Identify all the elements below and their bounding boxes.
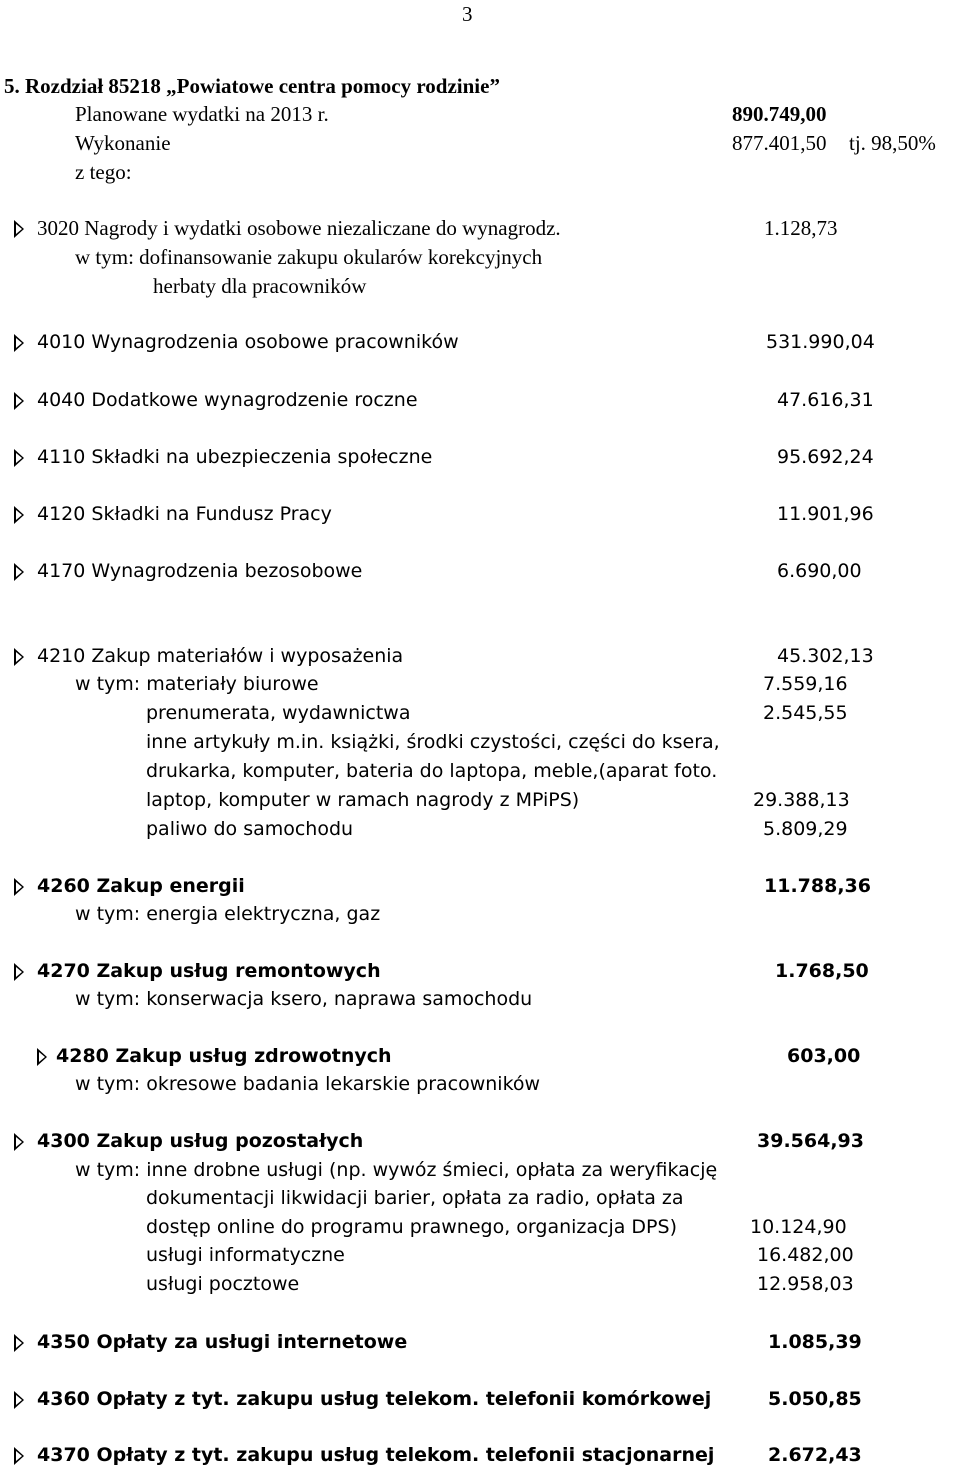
arrow-bullet-icon xyxy=(14,878,24,896)
item-3020-sub: herbaty dla pracowników xyxy=(153,274,367,298)
planned-value: 890.749,00 xyxy=(732,102,827,126)
item-4370-label: 4370 Opłaty z tyt. zakupu usług telekom. telefonii stacjonarnej xyxy=(37,1444,715,1466)
item-4270-value: 1.768,50 xyxy=(775,960,869,982)
item-4360-label: 4360 Opłaty z tyt. zakupu usług telekom. telefonii komórkowej xyxy=(37,1388,712,1410)
arrow-bullet-icon xyxy=(14,563,24,581)
item-4260-sub: w tym: energia elektryczna, gaz xyxy=(75,903,381,925)
item-4210-detail-value: 7.559,16 xyxy=(763,673,848,695)
item-3020-label: 3020 Nagrody i wydatki osobowe niezaliczane do wynagrodz. xyxy=(37,216,561,240)
item-4300-detail: dokumentacji likwidacji barier, opłata za radio, opłata za xyxy=(146,1187,684,1209)
item-3020-value: 1.128,73 xyxy=(764,216,838,240)
item-4210-detail: paliwo do samochodu xyxy=(146,818,354,840)
item-4210-detail-value: 29.388,13 xyxy=(753,789,850,811)
item-4300-value: 39.564,93 xyxy=(757,1130,864,1152)
item-4040-value: 47.616,31 xyxy=(777,389,874,411)
item-4370-value: 2.672,43 xyxy=(768,1444,862,1466)
item-4110-label: 4110 Składki na ubezpieczenia społeczne xyxy=(37,446,433,468)
item-4300-detail: dostęp online do programu prawnego, organizacja DPS) xyxy=(146,1216,677,1238)
item-4210-detail: drukarka, komputer, bateria do laptopa, meble,(aparat foto. xyxy=(146,760,718,782)
arrow-bullet-icon xyxy=(37,1048,47,1066)
arrow-bullet-icon xyxy=(14,449,24,467)
item-4210-detail: w tym: materiały biurowe xyxy=(75,673,319,695)
item-4260-value: 11.788,36 xyxy=(764,875,871,897)
item-4040-label: 4040 Dodatkowe wynagrodzenie roczne xyxy=(37,389,418,411)
item-4210-detail-value: 5.809,29 xyxy=(763,818,848,840)
item-3020-sub: w tym: dofinansowanie zakupu okularów korekcyjnych xyxy=(75,245,543,269)
item-4300-detail-value: 12.958,03 xyxy=(757,1273,854,1295)
arrow-bullet-icon xyxy=(14,963,24,981)
item-4210-detail: prenumerata, wydawnictwa xyxy=(146,702,411,724)
page-number: 3 xyxy=(462,2,473,26)
item-4280-value: 603,00 xyxy=(787,1045,861,1067)
item-4300-detail: w tym: inne drobne usługi (np. wywóz śmieci, opłata za weryfikację xyxy=(75,1159,718,1181)
item-4270-label: 4270 Zakup usług remontowych xyxy=(37,960,381,982)
item-4270-sub: w tym: konserwacja ksero, naprawa samochodu xyxy=(75,988,533,1010)
item-4360-value: 5.050,85 xyxy=(768,1388,862,1410)
item-4120-value: 11.901,96 xyxy=(777,503,874,525)
execution-value: 877.401,50 xyxy=(732,131,827,155)
item-4280-sub: w tym: okresowe badania lekarskie pracowników xyxy=(75,1073,541,1095)
of-which-label: z tego: xyxy=(75,160,132,184)
item-4010-label: 4010 Wynagrodzenia osobowe pracowników xyxy=(37,331,459,353)
item-4210-label: 4210 Zakup materiałów i wyposażenia xyxy=(37,645,404,667)
item-4300-label: 4300 Zakup usług pozostałych xyxy=(37,1130,364,1152)
item-4170-value: 6.690,00 xyxy=(777,560,862,582)
execution-percent: tj. 98,50% xyxy=(849,131,936,155)
item-4260-label: 4260 Zakup energii xyxy=(37,875,245,897)
item-4300-detail: usługi informatyczne xyxy=(146,1244,345,1266)
item-4120-label: 4120 Składki na Fundusz Pracy xyxy=(37,503,332,525)
item-4210-detail-value: 2.545,55 xyxy=(763,702,848,724)
item-4350-label: 4350 Opłaty za usługi internetowe xyxy=(37,1331,408,1353)
execution-label: Wykonanie xyxy=(75,131,171,155)
item-4300-detail-value: 10.124,90 xyxy=(750,1216,847,1238)
arrow-bullet-icon xyxy=(14,1447,24,1465)
arrow-bullet-icon xyxy=(14,1391,24,1409)
arrow-bullet-icon xyxy=(14,506,24,524)
arrow-bullet-icon xyxy=(14,392,24,410)
arrow-bullet-icon xyxy=(14,648,24,666)
arrow-bullet-icon xyxy=(14,1334,24,1352)
item-4280-label: 4280 Zakup usług zdrowotnych xyxy=(56,1045,392,1067)
item-4300-detail: usługi pocztowe xyxy=(146,1273,300,1295)
arrow-bullet-icon xyxy=(14,220,24,238)
section-heading: 5. Rozdział 85218 „Powiatowe centra pomocy rodzinie” xyxy=(4,74,500,98)
item-4210-detail: inne artykuły m.in. książki, środki czystości, części do ksera, xyxy=(146,731,720,753)
item-4210-value: 45.302,13 xyxy=(777,645,874,667)
item-4170-label: 4170 Wynagrodzenia bezosobowe xyxy=(37,560,363,582)
planned-label: Planowane wydatki na 2013 r. xyxy=(75,102,329,126)
item-4300-detail-value: 16.482,00 xyxy=(757,1244,854,1266)
arrow-bullet-icon xyxy=(14,1133,24,1151)
arrow-bullet-icon xyxy=(14,334,24,352)
item-4210-detail: laptop, komputer w ramach nagrody z MPiPS) xyxy=(146,789,580,811)
item-4110-value: 95.692,24 xyxy=(777,446,874,468)
item-4350-value: 1.085,39 xyxy=(768,1331,862,1353)
item-4010-value: 531.990,04 xyxy=(766,331,875,353)
